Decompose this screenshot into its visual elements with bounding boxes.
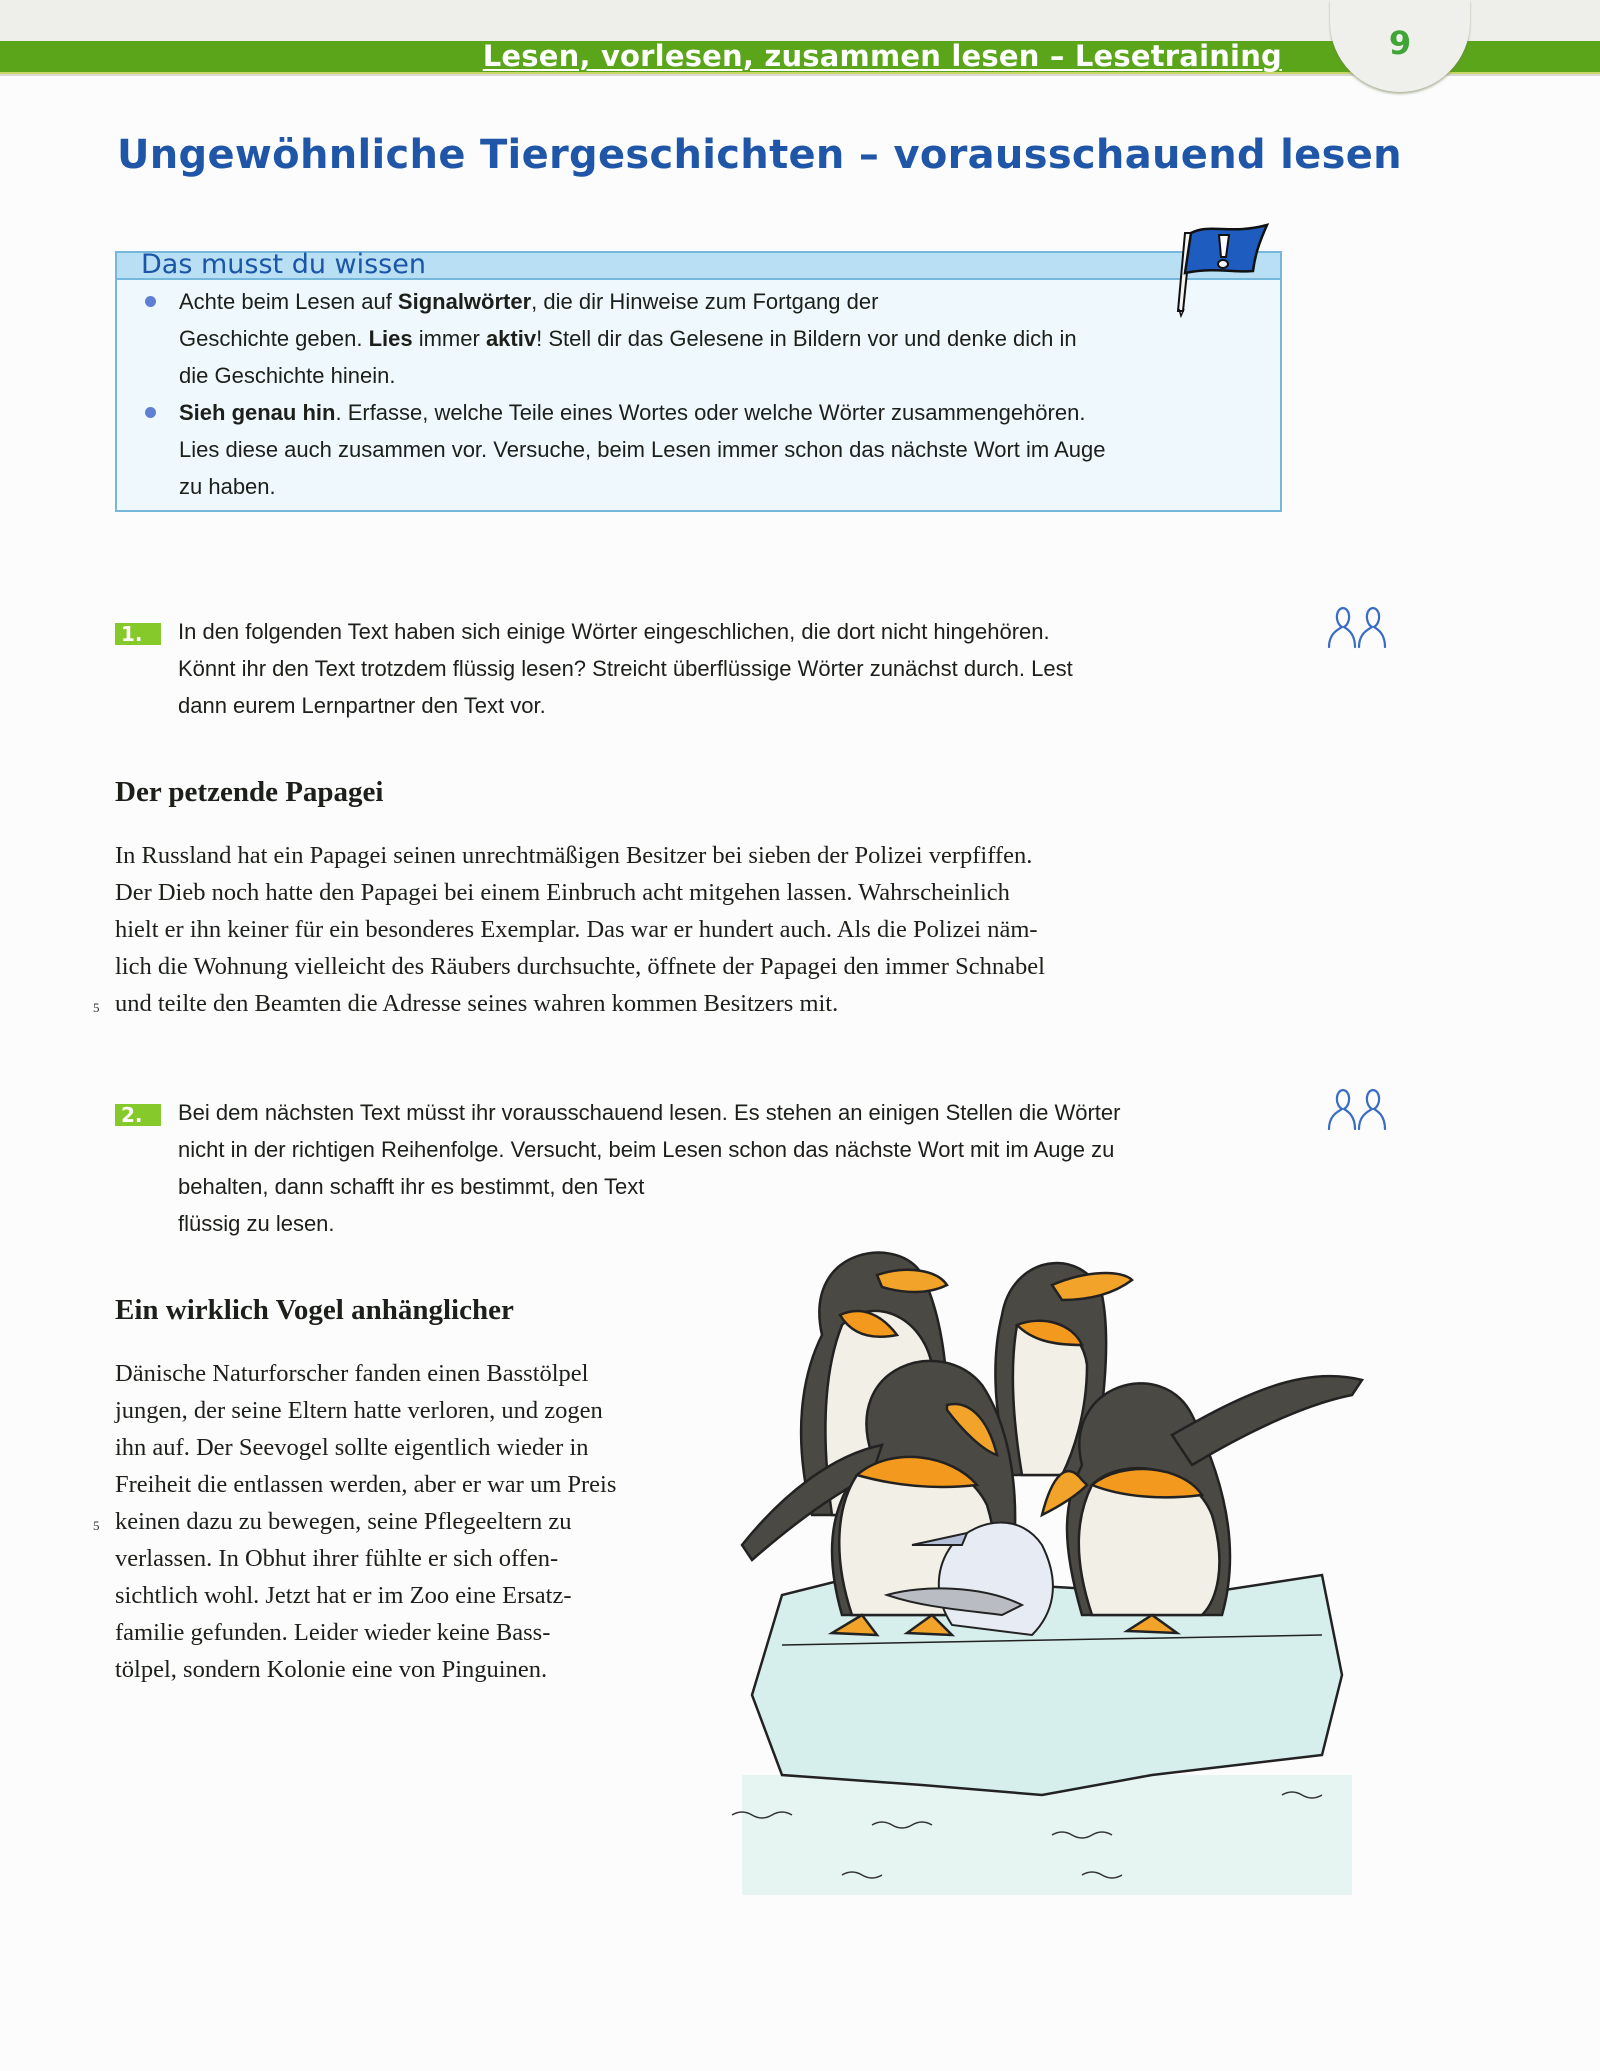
task-instructions [178,613,1293,724]
story-line-text: ihn auf. Der Seevogel sollte eigentlich wieder in [115,1434,589,1461]
story-line-text: tölpel, sondern Kolonie eine von Pinguinen. [115,1656,548,1683]
emphasis-text: Sieh genau hin [179,400,336,425]
story-line [115,1355,616,1392]
bullet-icon [145,407,156,418]
info-text: ! Stell dir das Gelesene in Bildern vor und denke dich in [536,326,1077,351]
info-text: die Geschichte hinein. [179,363,396,388]
story-line-text: sichtlich wohl. Jetzt hat er im Zoo eine Ersatz- [115,1582,572,1609]
info-list-item [117,283,1280,394]
emphasis-text: Lies [368,326,413,351]
story-line [115,1466,616,1503]
info-text: zu haben. [179,474,276,499]
story-line-text: verlassen. In Obhut ihrer fühlte er sich offen- [115,1545,559,1572]
line-number: 5 [93,1518,100,1533]
task-line: Bei dem nächsten Text müsst ihr vorausschauend lesen. Es stehen an einigen Stellen die Wörter [178,1100,1121,1125]
info-box [115,251,1282,512]
exclamation-flag-icon [1175,213,1270,318]
task-line: In den folgenden Text haben sich einige Wörter eingeschlichen, die dort nicht hingehören. [178,619,1050,644]
story-title: Der petzende Papagei [115,776,384,808]
task-line: Könnt ihr den Text trotzdem flüssig lesen? Streicht überflüssige Wörter zunächst durch. Lest [178,656,1073,681]
story-line [93,985,1045,1022]
story-line-text: Freiheit die entlassen werden, aber er war um Preis [115,1471,617,1498]
info-box-title: Das musst du wissen [141,249,426,280]
info-box-header [117,249,1280,280]
task-line: dann eurem Lernpartner den Text vor. [178,693,546,718]
story-line-text: keinen dazu zu bewegen, seine Pflegeeltern zu [115,1508,572,1535]
story-line [115,948,1045,985]
info-line [179,320,1260,357]
task-line: flüssig zu lesen. [178,1211,335,1236]
penguins-illustration [722,1215,1412,2035]
story-line [115,1651,616,1688]
info-line [179,468,1260,505]
info-list-item [117,394,1280,505]
emphasis-text: aktiv [485,326,537,351]
story-line-text: lich die Wohnung vielleicht des Räubers durchsuchte, öffnete der Papagei den immer Schnabel [115,953,1045,980]
story-text [93,837,1045,1022]
bullet-icon [145,296,156,307]
partner-work-icon [1323,603,1393,653]
story-line [115,1577,616,1614]
story-line [115,874,1045,911]
task-line: nicht in der richtigen Reihenfolge. Versucht, beim Lesen schon das nächste Wort mit im Auge zu [178,1137,1115,1162]
story-line-text: familie gefunden. Leider wieder keine Bass- [115,1619,551,1646]
partner-work-icon [1323,1085,1393,1135]
story-line-text: Dänische Naturforscher fanden einen Basstölpel [115,1360,589,1387]
story-line-text: und teilte den Beamten die Adresse seines wahren kommen Besitzers mit. [115,990,839,1017]
page-title: Ungewöhnliche Tiergeschichten – vorausschauend lesen [117,132,1402,178]
story-title: Ein wirklich Vogel anhänglicher [115,1294,514,1326]
task-number-badge: 2. [115,1104,161,1126]
info-text: Achte beim Lesen auf [179,289,398,314]
emphasis-text: Signalwörter [397,289,532,314]
story-line-text: In Russland hat ein Papagei seinen unrechtmäßigen Besitzer bei sieben der Polizei verpfiffen. [115,842,1033,869]
story-line [115,837,1045,874]
story-line [115,1429,616,1466]
story-line [115,1392,616,1429]
task-number-badge: 1. [115,623,161,645]
story-line [93,1503,616,1540]
info-line [179,394,1260,431]
info-list [117,283,1280,505]
info-line [179,431,1260,468]
page-number: 9 [1388,24,1412,62]
task-line: behalten, dann schafft ihr es bestimmt, den Text [178,1174,645,1199]
story-line [115,911,1045,948]
info-text: immer [412,326,486,351]
info-text: , die dir Hinweise zum Fortgang der [531,289,879,314]
info-text: Geschichte geben. [179,326,369,351]
info-text: . Erfasse, welche Teile eines Wortes oder welche Wörter zusammengehören. [335,400,1086,425]
line-number: 5 [93,1000,100,1015]
story-text [93,1355,617,1688]
info-line [179,283,1260,320]
story-line-text: Der Dieb noch hatte den Papagei bei einem Einbruch acht mitgehen lassen. Wahrscheinlich [115,879,1010,906]
info-line [179,357,1260,394]
story-line [115,1614,616,1651]
story-line-text: jungen, der seine Eltern hatte verloren, und zogen [115,1397,603,1424]
info-text: Lies diese auch zusammen vor. Versuche, beim Lesen immer schon das nächste Wort im Auge [179,437,1106,462]
story-line-text: hielt er ihn keiner für ein besonderes Exemplar. Das war er hundert auch. Als die Polizei näm- [115,916,1038,943]
story-line [115,1540,616,1577]
chapter-title: Lesen, vorlesen, zusammen lesen – Lesetraining [482,39,1282,73]
